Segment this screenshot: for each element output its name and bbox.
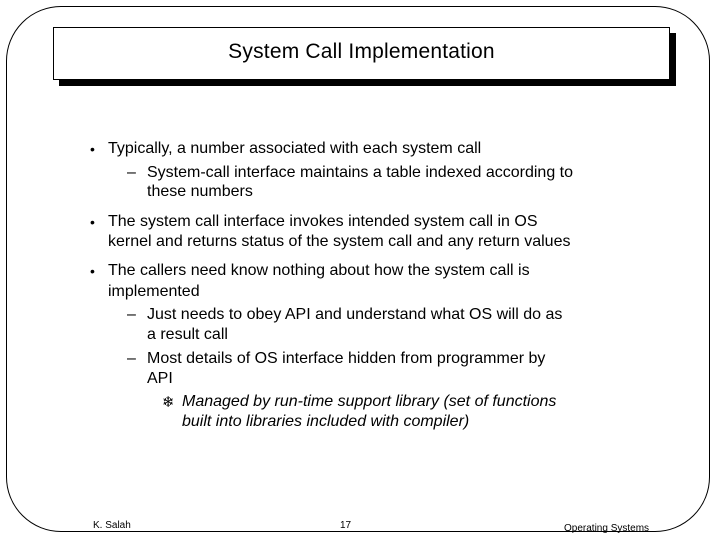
dash-marker: – [127, 350, 136, 367]
footer-author: K. Salah [93, 520, 131, 531]
bullet-1-sub-1-line-1: System-call interface maintains a table indexed according to [147, 164, 573, 181]
bullet-3-sub-2-sub-1-line-2: built into libraries included with compiler) [182, 413, 470, 430]
bullet-1-sub-1-line-2: these numbers [147, 183, 253, 200]
bullet-2-line-2: kernel and returns status of the system call and any return values [108, 233, 571, 250]
bullet-marker: • [90, 263, 95, 279]
snowflake-icon: ❄ [162, 393, 175, 411]
bullet-3-line-2: implemented [108, 283, 200, 300]
bullet-3-line-1: The callers need know nothing about how the system call is [108, 262, 530, 279]
dash-marker: – [127, 164, 136, 181]
footer-course: Operating Systems [564, 523, 650, 534]
footer-page-number: 17 [340, 520, 352, 531]
dash-marker: – [127, 306, 136, 323]
slide-title: System Call Implementation [228, 39, 495, 63]
bullet-2-line-1: The system call interface invokes intended system call in OS [108, 213, 538, 230]
bullet-1-line-1: Typically, a number associated with each system call [108, 140, 482, 157]
bullet-3-sub-2-line-2: API [147, 370, 173, 387]
bullet-3-sub-2-line-1: Most details of OS interface hidden from programmer by [147, 350, 546, 367]
bullet-3-sub-1-line-2: a result call [147, 326, 228, 343]
bullet-3-sub-1-line-1: Just needs to obey API and understand what OS will do as [147, 306, 563, 323]
bullet-3-sub-2-sub-1-line-1: Managed by run-time support library (set of functions [182, 393, 557, 410]
bullet-marker: • [90, 214, 95, 230]
bullet-marker: • [90, 141, 95, 157]
